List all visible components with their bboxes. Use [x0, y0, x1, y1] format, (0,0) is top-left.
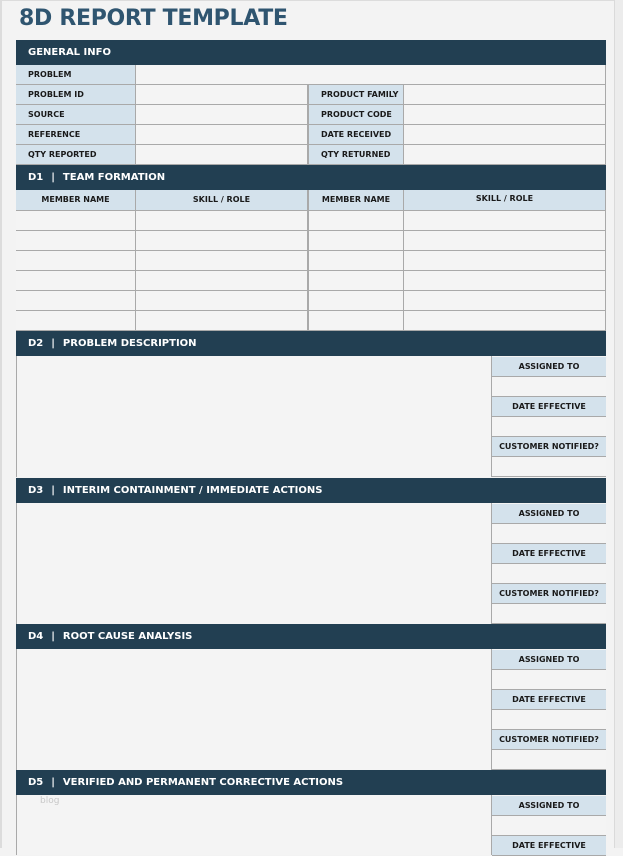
section-title: PROBLEM DESCRIPTION — [62, 338, 197, 349]
member-name-cell[interactable] — [16, 311, 136, 331]
member-name-cell[interactable] — [308, 291, 404, 311]
skill-role-cell[interactable] — [136, 251, 308, 271]
label-reference: REFERENCE — [16, 125, 136, 145]
interim-containment-textarea[interactable] — [16, 503, 492, 624]
skill-role-cell[interactable] — [404, 291, 606, 311]
customer-notified-field[interactable] — [492, 604, 606, 624]
member-name-cell[interactable] — [308, 211, 404, 231]
customer-notified-field[interactable] — [492, 750, 606, 770]
member-name-cell[interactable] — [16, 211, 136, 231]
column-header-skill-role: SKILL / ROLE — [136, 190, 308, 211]
date-received-field[interactable] — [404, 125, 606, 145]
column-header-member-name: MEMBER NAME — [308, 190, 404, 211]
skill-role-cell[interactable] — [136, 271, 308, 291]
section-number: D3 — [28, 485, 44, 496]
section-number: D1 — [28, 172, 44, 183]
product-family-field[interactable] — [404, 85, 606, 105]
label-assigned-to: ASSIGNED TO — [492, 504, 606, 524]
label-qty-reported: QTY REPORTED — [16, 145, 136, 165]
label-source: SOURCE — [16, 105, 136, 125]
watermark-text: blog — [40, 796, 60, 806]
label-date-effective: DATE EFFECTIVE — [492, 690, 606, 710]
member-name-cell[interactable] — [16, 291, 136, 311]
skill-role-cell[interactable] — [136, 231, 308, 251]
corrective-actions-textarea[interactable] — [16, 795, 492, 855]
window-frame-top — [0, 0, 623, 1]
section-title: TEAM FORMATION — [62, 172, 166, 183]
date-effective-field[interactable] — [492, 564, 606, 584]
problem-description-textarea[interactable] — [16, 356, 492, 477]
section-header-d3 — [16, 478, 606, 503]
column-header-member-name: MEMBER NAME — [16, 190, 136, 211]
member-name-cell[interactable] — [16, 271, 136, 291]
product-code-field[interactable] — [404, 105, 606, 125]
label-problem: PROBLEM — [16, 65, 136, 85]
section-header-d4 — [16, 624, 606, 649]
section-title: INTERIM CONTAINMENT / IMMEDIATE ACTIONS — [62, 485, 323, 496]
section-number: D2 — [28, 338, 44, 349]
qty-reported-field[interactable] — [136, 145, 308, 165]
label-assigned-to: ASSIGNED TO — [492, 650, 606, 670]
section-header-d1 — [16, 165, 606, 190]
qty-returned-field[interactable] — [404, 145, 606, 165]
problem-id-field[interactable] — [136, 85, 308, 105]
skill-role-cell[interactable] — [136, 311, 308, 331]
skill-role-cell[interactable] — [136, 291, 308, 311]
window-frame-left — [0, 0, 2, 848]
reference-field[interactable] — [136, 125, 308, 145]
label-date-received: DATE RECEIVED — [308, 125, 404, 145]
section-separator: | — [51, 631, 55, 642]
section-separator: | — [51, 777, 55, 788]
assigned-to-field[interactable] — [492, 816, 606, 836]
label-customer-notified: CUSTOMER NOTIFIED? — [492, 437, 606, 457]
date-effective-field[interactable] — [492, 417, 606, 437]
skill-role-cell[interactable] — [404, 271, 606, 291]
problem-field[interactable] — [136, 65, 606, 85]
member-name-cell[interactable] — [308, 251, 404, 271]
label-assigned-to: ASSIGNED TO — [492, 796, 606, 816]
section-separator: | — [51, 172, 55, 183]
skill-role-cell[interactable] — [136, 211, 308, 231]
section-title: GENERAL INFO — [28, 47, 111, 58]
root-cause-analysis-textarea[interactable] — [16, 649, 492, 770]
section-header-d5 — [16, 770, 606, 795]
section-separator: | — [51, 485, 55, 496]
label-customer-notified: CUSTOMER NOTIFIED? — [492, 584, 606, 604]
label-customer-notified: CUSTOMER NOTIFIED? — [492, 730, 606, 750]
label-date-effective: DATE EFFECTIVE — [492, 397, 606, 417]
member-name-cell[interactable] — [308, 271, 404, 291]
skill-role-cell[interactable] — [404, 311, 606, 331]
member-name-cell[interactable] — [16, 251, 136, 271]
section-number: D4 — [28, 631, 44, 642]
label-assigned-to: ASSIGNED TO — [492, 357, 606, 377]
section-header-d2 — [16, 331, 606, 356]
customer-notified-field[interactable] — [492, 457, 606, 477]
date-effective-field[interactable] — [492, 710, 606, 730]
skill-role-cell[interactable] — [404, 211, 606, 231]
assigned-to-field[interactable] — [492, 670, 606, 690]
label-problem-id: PROBLEM ID — [16, 85, 136, 105]
assigned-to-field[interactable] — [492, 524, 606, 544]
vertical-scrollbar[interactable] — [614, 0, 623, 848]
label-date-effective: DATE EFFECTIVE — [492, 836, 606, 856]
label-qty-returned: QTY RETURNED — [308, 145, 404, 165]
section-number: D5 — [28, 777, 44, 788]
section-title: VERIFIED AND PERMANENT CORRECTIVE ACTIONS — [62, 777, 344, 788]
source-field[interactable] — [136, 105, 308, 125]
section-title: ROOT CAUSE ANALYSIS — [62, 631, 193, 642]
assigned-to-field[interactable] — [492, 377, 606, 397]
member-name-cell[interactable] — [308, 311, 404, 331]
label-product-family: PRODUCT FAMILY — [308, 85, 404, 105]
page-title: 8D REPORT TEMPLATE — [19, 6, 288, 31]
member-name-cell[interactable] — [308, 231, 404, 251]
label-product-code: PRODUCT CODE — [308, 105, 404, 125]
column-header-skill-role: SKILL / ROLE — [404, 190, 606, 211]
skill-role-cell[interactable] — [404, 251, 606, 271]
section-header-general-info — [16, 40, 606, 65]
section-separator: | — [51, 338, 55, 349]
member-name-cell[interactable] — [16, 231, 136, 251]
label-date-effective: DATE EFFECTIVE — [492, 544, 606, 564]
skill-role-cell[interactable] — [404, 231, 606, 251]
